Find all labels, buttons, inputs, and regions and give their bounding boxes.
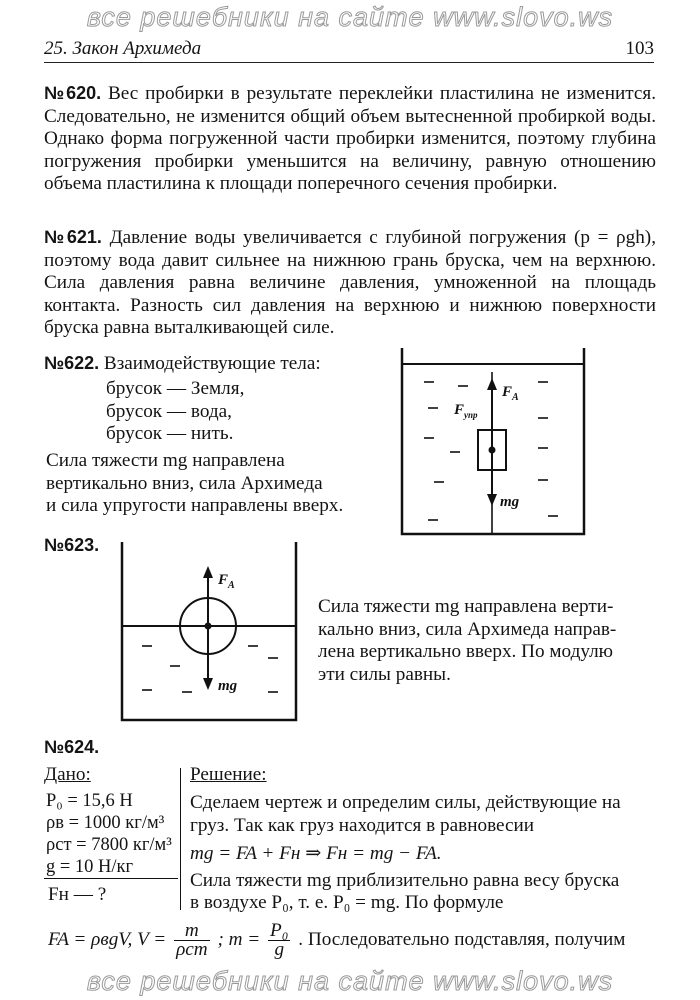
find-value: Fн — ? [48, 884, 107, 905]
problem-620 [44, 82, 656, 196]
problem-number: №622. [44, 353, 100, 373]
chapter-title: 25. Закон Архимеда [44, 38, 202, 59]
text-line: вертикально вниз, сила Архимеда [46, 472, 323, 494]
fraction-denominator: ρст [176, 939, 208, 960]
text-line: эти силы равны. [318, 663, 451, 685]
watermark-bottom: все решебники на сайте www.slovo.ws [86, 966, 614, 996]
solution-formula: mg = FA + Fн ⇒ Fн = mg − FA. [190, 843, 442, 865]
page-header [44, 36, 654, 63]
force-label-tension: $F_{упр}$ [454, 402, 478, 420]
fraction-denominator: g [274, 939, 285, 960]
given-item: ρв = 1000 кг/м³ [46, 813, 165, 833]
pair-item: брусок — вода, [106, 400, 232, 422]
given-item: ρст = 7800 кг/м³ [46, 835, 172, 855]
solution-line: Сила тяжести mg приблизительно равна весу бруска [190, 869, 620, 891]
solution-title: Решение: [190, 764, 267, 785]
problem-number: №623. [44, 535, 100, 555]
problem-number: №624. [44, 737, 100, 757]
given-title: Дано: [44, 764, 91, 785]
text-line: кально вниз, сила Архимеда направ- [318, 618, 617, 640]
problem-text: Давление воды увеличивается с глубиной погружения (p = ρgh), поэтому вода давит сильнее на нижнюю грань бруска, чем на верхнюю. Сила давления равна величине давления, умноженной на площадь контакта. Разность сил давления на верхнюю и нижнюю поверхности бруска равна выталкивающей силе. [44, 227, 656, 339]
interaction-pairs [106, 378, 244, 446]
vessel-diagram [118, 542, 300, 724]
text-line: лена вертикально вверх. По модулю [318, 641, 613, 663]
solution-divider [180, 768, 181, 910]
diagram-623 [118, 542, 300, 724]
problem-number: №621. [44, 227, 102, 247]
watermark-top: все решебники на сайте www.slovo.ws [86, 2, 614, 32]
diagram-622 [398, 348, 588, 538]
solution-text [190, 792, 660, 915]
problem-623-text [318, 596, 658, 686]
fraction-m [268, 922, 290, 959]
problem-text: Вес пробирки в результате переклейки пластилина не изменится. Следовательно, не изменится общий объем вытесненной пробиркой воды. Однако форма погруженной части пробирки изменится, поэтому глубина погружения пробирки уменьшится на величину, равную отношению объема пластилина к площади поперечного сечения пробирки. [44, 83, 656, 195]
solution-line: груз. Так как груз находится в равновесии [190, 814, 535, 836]
formula-part: ; m = [217, 928, 261, 950]
text-line: и сила упругости направлены вверх. [46, 495, 344, 517]
page-number: 103 [625, 38, 654, 59]
pair-item: брусок — Земля, [106, 378, 245, 399]
given-item: P₀ = 15,6 Н [46, 791, 133, 811]
problem-622-intro [44, 352, 321, 376]
problem-623-number [44, 534, 99, 558]
final-formula [48, 922, 668, 959]
vessel-diagram [398, 348, 588, 538]
given-item: g = 10 Н/кг [46, 857, 134, 877]
fraction-numerator: m [174, 922, 210, 941]
text-line: Сила тяжести mg направлена верти- [318, 596, 614, 617]
intro-text: Взаимодействующие тела: [103, 353, 321, 374]
force-label-gravity: mg [500, 494, 520, 510]
problem-621 [44, 226, 656, 340]
formula-tail: . Последовательно подставляя, получим [298, 928, 626, 950]
solution-line: Сделаем чертеж и определим силы, действующие на [190, 792, 621, 813]
formula-part: FA = ρвgV, V = [48, 928, 167, 950]
fraction-numerator: P₀ [270, 920, 289, 941]
text-line: Сила тяжести mg направлена [46, 450, 285, 471]
solution-line: в воздухе P₀, т. е. P₀ = mg. По формуле [190, 892, 504, 914]
problem-624-number [44, 736, 99, 760]
force-label-archimedes: $F_A$ [502, 384, 519, 403]
given-divider [44, 878, 178, 879]
problem-number: №620. [44, 83, 102, 103]
force-label-gravity: mg [218, 678, 238, 694]
problem-622-text [46, 450, 376, 518]
fraction-v [174, 922, 210, 959]
pair-item: брусок — нить. [106, 423, 234, 445]
given-list [46, 790, 176, 878]
force-label-archimedes: $F_A$ [218, 572, 235, 591]
